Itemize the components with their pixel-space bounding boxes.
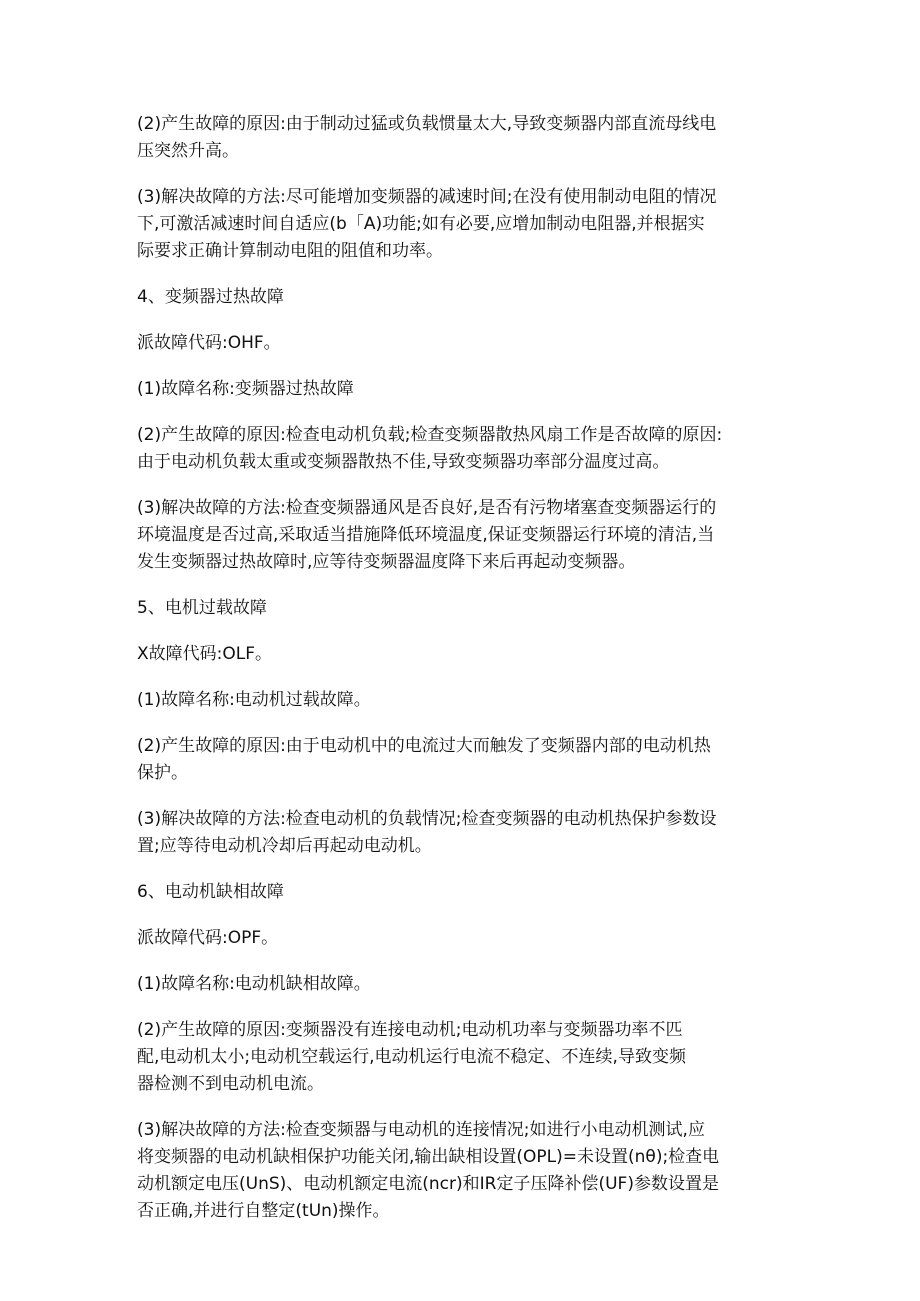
- text-line: (2)产生故障的原因:变频器没有连接电动机;电动机功率与变频器功率不匹: [137, 1020, 683, 1040]
- text-line: 将变频器的电动机缺相保护功能关闭,输出缺相设置(OPL)=未设置(nθ);检查电: [137, 1147, 720, 1167]
- text-line: (3)解决故障的方法:检查变频器与电动机的连接情况;如进行小电动机测试,应: [137, 1120, 705, 1140]
- text-line: 环境温度是否过高,采取适当措施降低环境温度,保证变频器运行环境的清洁,当: [137, 525, 715, 545]
- text-line: (2)产生故障的原因:检查电动机负载;检查变频器散热风扇工作是否故障的原因:: [137, 425, 723, 445]
- text-line: 否正确,并进行自整定(tUn)操作。: [137, 1201, 390, 1221]
- text-line: 下,可激活减速时间自适应(b「A)功能;如有必要,应增加制动电阻器,并根据实: [137, 214, 705, 234]
- text-line: X故障代码:OLF。: [137, 644, 273, 664]
- text-line: 动机额定电压(UnS)、电动机额定电流(ncr)和IR定子压降补偿(UF)参数设置是: [137, 1174, 719, 1194]
- paragraph-cause-motor-overload: [137, 733, 820, 787]
- section-heading-motor-overload: [137, 595, 820, 622]
- paragraph-solution-overvoltage: [137, 184, 820, 265]
- text-line: 4、变频器过热故障: [137, 287, 284, 307]
- text-line: (3)解决故障的方法:检查变频器通风是否良好,是否有污物堵塞查变频器运行的: [137, 498, 717, 518]
- section-heading-overheat: [137, 284, 820, 311]
- text-line: 压突然升高。: [137, 141, 239, 161]
- text-line: (2)产生故障的原因:由于制动过猛或负载惯量太大,导致变频器内部直流母线电: [137, 114, 717, 134]
- text-line: (1)故障名称:电动机过载故障。: [137, 690, 371, 710]
- fault-name-overheat: [137, 376, 820, 403]
- fault-code-opf: [137, 925, 820, 952]
- paragraph-cause-overheat: [137, 422, 820, 476]
- paragraph-solution-motor-overload: [137, 806, 820, 860]
- text-line: 器检测不到电动机电流。: [137, 1074, 324, 1094]
- fault-code-ohf: [137, 330, 820, 357]
- fault-name-motor-overload: [137, 687, 820, 714]
- paragraph-solution-overheat: [137, 495, 820, 576]
- text-line: 际要求正确计算制动电阻的阻值和功率。: [137, 241, 443, 261]
- text-line: 派故障代码:OPF。: [137, 928, 279, 948]
- text-line: (1)故障名称:变频器过热故障: [137, 379, 354, 399]
- text-line: (3)解决故障的方法:尽可能增加变频器的减速时间;在没有使用制动电阻的情况: [137, 187, 717, 207]
- text-line: 置;应等待电动机冷却后再起动电动机。: [137, 836, 432, 856]
- text-line: (2)产生故障的原因:由于电动机中的电流过大而触发了变频器内部的电动机热: [137, 736, 711, 756]
- text-line: (1)故障名称:电动机缺相故障。: [137, 974, 371, 994]
- paragraph-cause-overvoltage: [137, 111, 820, 165]
- text-line: 6、电动机缺相故障: [137, 882, 284, 902]
- text-line: 5、电机过载故障: [137, 598, 267, 618]
- fault-name-phase-loss: [137, 971, 820, 998]
- text-line: 发生变频器过热故障时,应等待变频器温度降下来后再起动变频器。: [137, 552, 636, 572]
- text-line: (3)解决故障的方法:检查电动机的负载情况;检查变频器的电动机热保护参数设: [137, 809, 717, 829]
- text-line: 派故障代码:OHF。: [137, 333, 281, 353]
- text-line: 配,电动机太小;电动机空载运行,电动机运行电流不稳定、不连续,导致变频: [137, 1047, 686, 1067]
- text-line: 由于电动机负载太重或变频器散热不佳,导致变频器功率部分温度过高。: [137, 452, 670, 472]
- paragraph-solution-phase-loss: [137, 1117, 820, 1225]
- fault-code-olf: [137, 641, 820, 668]
- text-line: 保护。: [137, 763, 188, 783]
- paragraph-cause-phase-loss: [137, 1017, 820, 1098]
- section-heading-phase-loss: [137, 879, 820, 906]
